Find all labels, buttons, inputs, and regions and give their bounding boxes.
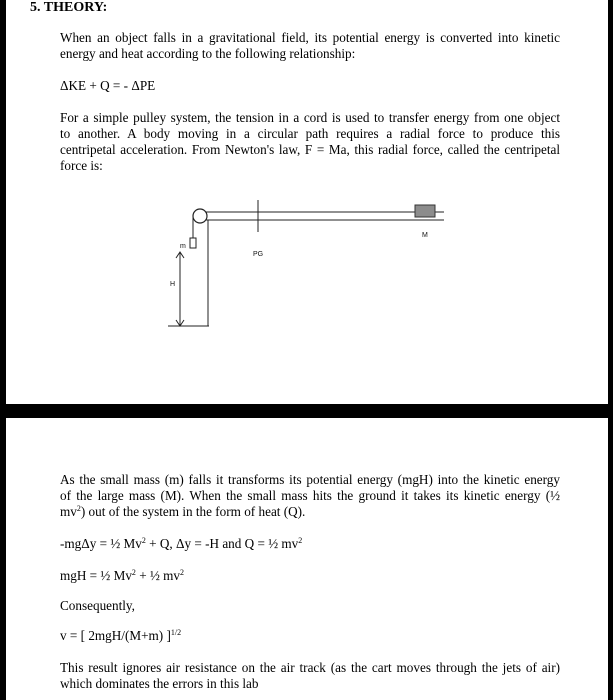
para-line-1: As the small mass (m) falls it transforms its potential energy (mgH) into the kinetic energy [60,472,560,487]
energy-equation: ΔKE + Q = - ΔPE [60,78,156,93]
height-label: H [170,281,176,288]
photogate-label: PG [253,251,264,258]
para-line-2: of the large mass (M). When the small mass hits the ground it takes its kinetic energy (½ [60,488,560,503]
section-heading: 5. THEORY: [30,0,108,15]
note-line-2: which dominates the errors in this lab [60,676,259,691]
page-bottom [6,418,608,700]
large-mass-cart [415,205,435,217]
page-top [6,0,608,404]
pulley-line-1: For a simple pulley system, the tension in a cord is used to transfer energy from one object [60,110,560,125]
equation-3: v = [ 2mgH/(M+m) ]$^{1/2}$ [60,628,182,643]
large-mass-label: M [422,232,428,239]
pulley-line-3: centripetal acceleration. From Newton's law, F = Ma, this radial force, called the centripetal [60,142,560,157]
intro-line-1: When an object falls in a gravitational field, its potential energy is converted into kinetic [60,30,560,45]
small-mass-block [190,238,196,248]
pulley-diagram [6,0,608,404]
equation-1: -mgΔy = ½ $Mv^2 + Q$, Δy = -H and Q = ½ $mv^2$ [60,536,303,551]
pulley-line-2: to another. A body moving in a circular path requires a radial force to produce this [60,126,560,141]
intro-line-2: energy and heat according to the following relationship: [60,46,356,61]
small-mass-label: m [180,243,186,250]
para-line-3: $mv^2$) out of the system in the form of heat (Q). [60,504,306,519]
pulley-wheel [193,209,207,223]
pulley-line-4: force is: [60,158,103,173]
consequently-label: Consequently, [60,598,135,613]
equation-2: mgH = ½ $Mv^2$ + ½ $mv^2$ [60,568,184,583]
note-line-1: This result ignores air resistance on the air track (as the cart moves through the jets of air) [60,660,560,675]
